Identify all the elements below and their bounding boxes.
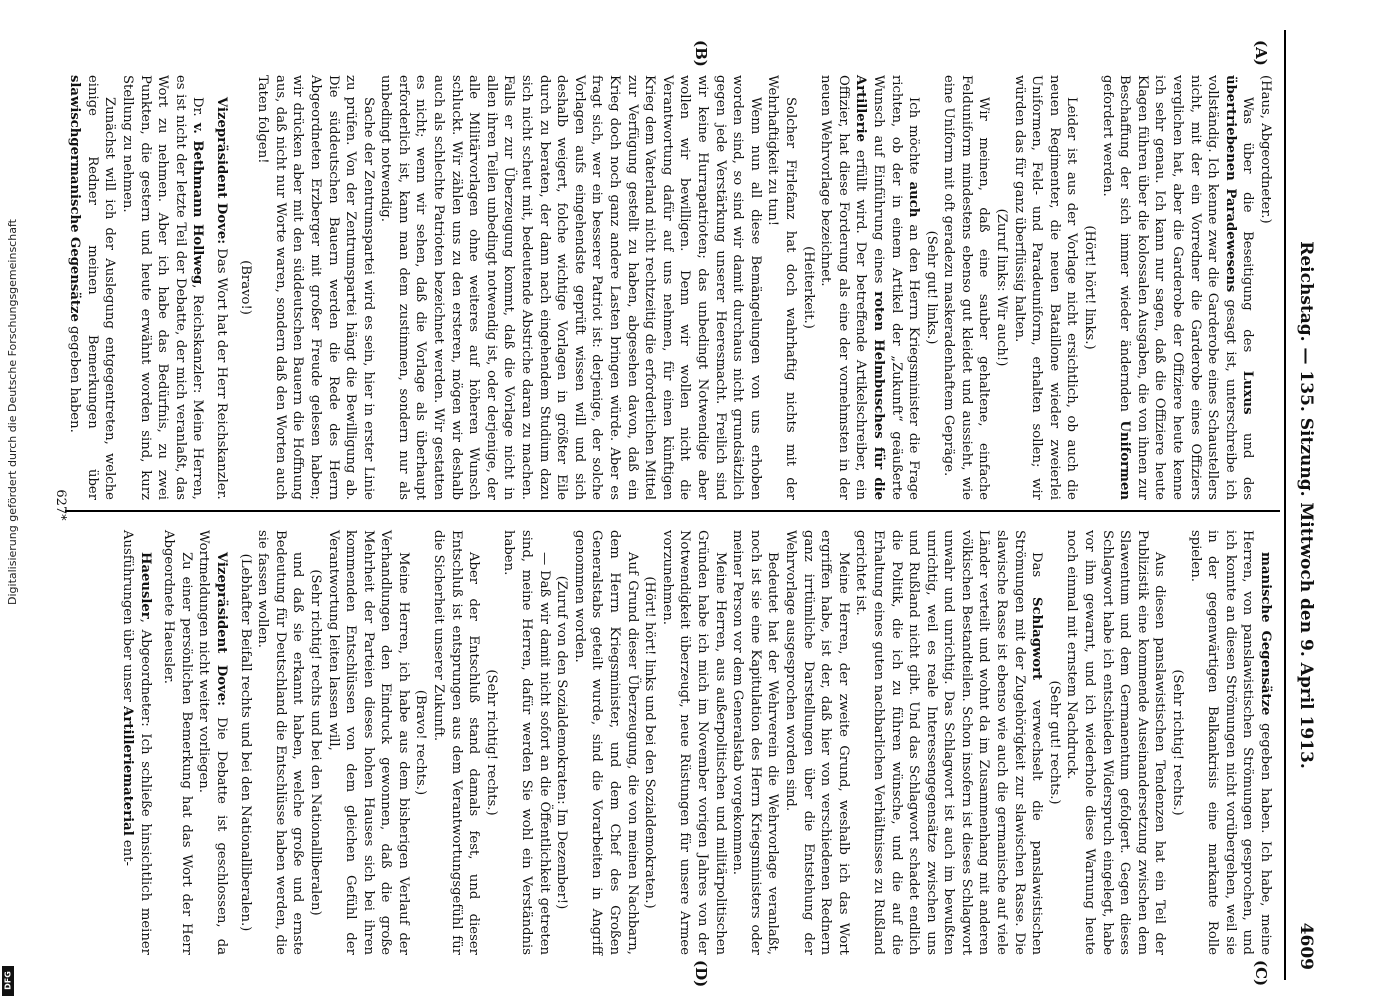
paragraph: Wenn nun all diese Bemängelungen von uns erhoben worden sind, so sind wir damit durchaus nicht grundsätzlich gegen jede Verstärkung unserer Heeresmacht. Freilich sind wir keine Hurrapatrioten; das unbedingt Notwendige aber wollen wir bewilligen. Denn wir wollen nicht die Verantwortung dafür auf uns nehmen, für einen künftigen Krieg dem Vaterland nicht rechtzeitig die erforderlichen Mittel zur Verfügung gestellt zu haben, abgesehen davon, daß ein Krieg doch noch ganz andere Lasten bringen würde. Aber es fragt sich, wer ein besserer Patriot ist: derjenige, der solche Vorlagen aufs eingehendste geprüft wissen will und sich deshalb weigert, folche wichtige Vorlagen in größter Eile durch zu beraten, der dann nach eingehendem Studium dazu sich nicht scheut mit, bedeutende Abstriche daran zu machen. Falls er zur Überzeugung kommt, daß die Vorlage nicht in allen ihren Teilen unbedingt notwendig ist, oder derjenige, der alle Militärvorlagen ohne weiteres auf höheren Wunsch schluckt. Wir zählen uns zu den ersteren, mögen wir deshalb auch als schlechte Patrioten bezeichnet werden. Wir gestatten es nicht; wenn wir sehen, daß die Vorlage als überhaupt erforderlich ist, kann man dem zustimmen, sondern nur als unbedingt notwendig. [378,75,763,500]
paragraph: Vizepräsident Dove: Das Wort hat der Herr Reichskanzler. [213,97,229,500]
left-text-column [67,75,1274,500]
interjection: (Zuruf links: Wir auch!) [994,208,1010,367]
interjection: (Bravo!) [237,260,253,315]
paragraph: Zu einer persönlichen Bemerkung hat das Wort der Herr Abgeordnete Haeusler. [161,530,194,955]
paragraph: Meine Herren, der zweite Grund, weshalb ich das Wort ergriffen habe, ist der, daß hier von verschiedenen Rednern ganz irrtümliche Darstellungen über die Entstehung der Wehrvorlage ausgesprochen worden sind. [782,530,851,955]
paragraph: Sache der Zentrumspartei wird es sein, hier in erster Linie zu prüfen. Von der Zentrumspartei hängt die Bewilligung ab. Die süddeutschen Bauern werden die Rede des Herrn Abgeordneten Erzberger mit großer Freude gelesen haben; wir drücken aber mit den süddeutschen Bauern die Hoffnung aus, daß nicht nur Worte waren, sondern daß den Worten auch Taten folgen! [255,75,376,500]
paragraph: Aus diesen panslawistischen Tendenzen hat ein Teil der Publizistik eine kommende Auseinandersetzung zwischen dem Slawentum und dem Germanentum gefolgert. Gegen dieses Schlagwort habe ich entschieden Widerspruch eingelegt, habe vor ihm gewarnt, und ich wiederhole diese Warnung heute noch einmal mit ernstem Nachdruck. [1064,530,1168,955]
interjection: (Bravo! rechts.) [413,689,429,796]
paragraph: — Daß wir damit nicht sofort an die Öffentlichkeit getreten sind, meine Herren, dafür werden Sie wohl ein Verständnis haben. [501,530,552,955]
signature-mark: 627* [53,489,68,521]
interjection: (Lebhafter Beifall rechts und bei den Nationalliberalen.) [237,553,253,932]
margin-marker-c: (C) [1252,960,1270,987]
document-page [40,0,1330,1000]
interjection: (Sehr gut! links.) [923,230,939,345]
interjection: (Zuruf von den Sozialdemokraten: Im Dezember!) [554,575,570,910]
paragraph: Bedeutet hat der Wehrverein die Wehrvorlage veranlaßt, noch ist sie eine Kapitulation des Herrn Kriegsministers oder meiner Person vor dem Generalstab vorgekommen. [730,530,781,955]
header-rule [1284,30,1286,980]
paragraph: Zunächst will ich der Auslegung entgegentreten, welche einige Redner meinen Bemerkungen über slawischgermanische Gegensätze gegeben haben. [67,75,118,500]
dfg-logo: DFG [2,966,14,996]
paragraph: manische Gegensätze gegeben haben. Ich habe, meine Herren, von panslawistischen Strömungen gesprochen, und ich konnte an diesen Strömungen nicht vorübergehen, weil sie in der gegenwärtigen Balkankrisis eine markante Rolle spielen. [1187,530,1273,956]
interjection: (Sehr richtig! rechts und bei den Nationalliberalen) [307,569,323,916]
margin-marker-b: (B) [692,40,710,67]
page-header [1290,40,1316,970]
interjection: (Hört! hört! links.) [1082,225,1098,350]
paragraph: und daß sie erkannt haben, welche große und ernste Bedeutung für Deutschland die Entschlüsse haben werden, die sie fassen wollen. [255,530,306,955]
interjection: (Sehr richtig! rechts.) [1170,669,1186,816]
paragraph: Leider ist aus der Vorlage nicht ersichtlich, ob auch die neuen Regimenter, die neuen Bataillone wieder zweierlei Uniformen, Feld- und Paradeuniform, erhalten sollen; wir würden das für ganz überflüssig halten. [1011,75,1080,500]
margin-marker-d: (D) [692,960,710,988]
interjection: (Sehr gut! rechts.) [1046,680,1062,805]
session-title: Reichstag. — 135. Sitzung. Mittwoch den 9. April 1913. [1296,241,1316,769]
paragraph: Das Schlagwort verwechselt die panslawistischen Strömungen mit der Zugehörigkeit zur slawischen Rasse. Die slawische Rasse ist ebenso wie auch die germanische auf viele Länder verteilt und wohnt da im Zusammenhang mit anderen völkischen Bestandteilen. Schon insofern ist dieses Schlagwort unwahr und unrichtig. Das Schlagwort ist auch im bewußten unrichtig, weil es reale Interessengegensätze zwischen uns und Rußland nicht gibt. Und das Schlagwort schadet endlich die Politik, die ich zu führen wünsche, und die auf die Erhaltung eines guten nachbarlichen Verhältnisses zu Rußland gerichtet ist. [853,530,1045,955]
paragraph: Auf Grund dieser Überzeugung, die von meinen Nachbarn, dem Herrn Kriegsminister, und dem Chef des Großen Generalstabs geteilt wurde, sind die Vorarbeiten in Angriff genommen worden. [571,530,640,955]
paragraph: Solcher Firlefanz hat doch wahrhaftig nichts mit der Wehrhaftigkeit zu tun! [765,75,798,500]
paragraph: Aber der Entschluß stand damals fest, und dieser Entschluß ist entsprungen aus dem Verantwortungsgefühl für die Sicherheit unserer Zukunft. [431,530,482,955]
paragraph: Meine Herren, ich habe aus dem bisherigen Verlauf der Verhandlungen den Eindruck gewonnen, daß die große Mehrheit der Parteien dieses hohen Hauses sich bei ihren kommenden Entschlüssen von dem gleichen Gefühl der Verantwortung leiten lassen will, [325,530,411,955]
right-text-column [74,530,1274,955]
paragraph: Wir meinen, daß eine sauber gehaltene, einfache Felduniform mindestens ebenso gut kleidet und aussieht, wie eine Uniform mit oft geradezu maskeradenhaftem Gepräge. [941,75,992,500]
paragraph: Haeusler, Abgeordneter: Ich schließe hinsichtlich meiner Ausführungen über unser Artilleriematerial ent- [120,530,153,955]
column-separator [65,510,1280,512]
paragraph: Meine Herren, aus außerpolitischen und militärpolitischen Gründen habe ich mich im November vorigen Jahres von der Notwendigkeit überzeugt, neue Rüstungen für unsere Armee vorzunehmen. [659,530,728,955]
digitization-note: Digitalisierung gefördert durch die Deutsche Forschungsgemeinschaft [6,219,19,605]
paragraph: Ich möchte auch an den Herrn Kriegsminister die Frage richten, ob der in einem Artikel der „Zukunft“ geäußerte Wunsch auf Einführung eines roten Helmbusches für die Artillerie erfüllt wird. Der betreffende Artikelschreiber, ein Offizier, hat diese Forderung als eine der vornehmsten in der neuen Wehrvorlage bezeichnet. [818,75,922,500]
interjection: (Hört! hört! links und bei den Sozialdemokraten.) [642,576,658,909]
paragraph: Vizepräsident Dove: Die Debatte ist geschlossen, da Wortmeldungen nicht weiter vorliegen. [196,530,229,955]
paragraph: Dr. v. Bethmann Hollweg, Reichskanzler: Meine Herren, es ist nicht der letzte Teil der Debatte, der mich veranlaßt, das Wort zu nehmen. Aber ich habe das Bedürfnis, zu zwei Punkten, die gestern und heute erwähnt worden sind, kurz Stellung zu nehmen. [120,75,206,500]
page-number: 4609 [1296,922,1316,970]
paragraph: Was über die Beseitigung des Luxus und des übertriebenen Paradewesens gesagt ist, unterschreibe ich vollständig. Ich kenne zwar die Garderobe eines Schaustellers nicht, mit der ein Vorredner die Garderobe eines Offiziers verglichen hat, aber die Garderobe der Offiziere heute kenne ich sehr genau. Ich kann nur sagen, daß die Offiziere heute Klagen führen über die kolossalen Ausgaben, die von ihnen zur Beschaffung der sich immer wieder ändernden Uniformen gefordert werden. [1099,75,1256,500]
interjection: (Sehr richtig! rechts.) [483,669,499,816]
margin-marker-a: (A) [1252,40,1270,66]
interjection: (Heiterkeit.) [800,246,816,329]
speaker-label: (Haus, Abgeordneter.) [1258,75,1273,224]
